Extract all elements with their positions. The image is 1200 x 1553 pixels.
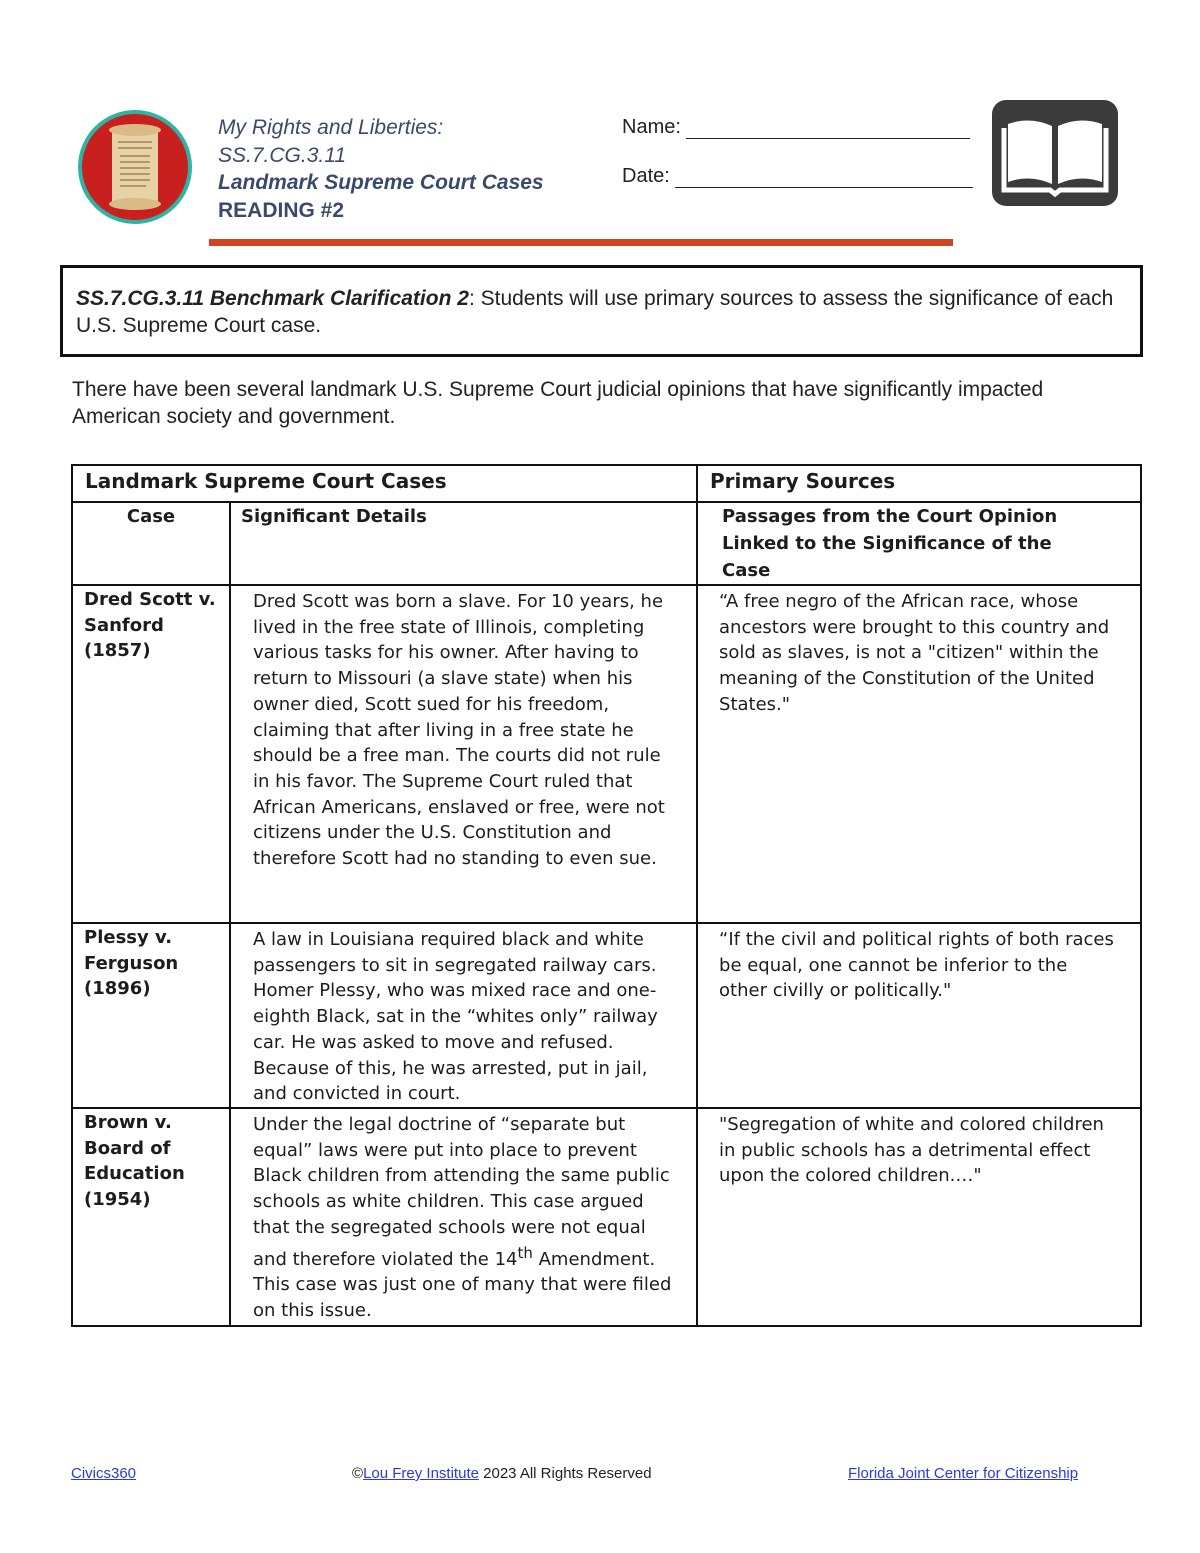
case-cell: [72, 923, 230, 1108]
case-name: Dred Scott v. Sanford: [84, 589, 216, 636]
lou-frey-link[interactable]: Lou Frey Institute: [363, 1465, 479, 1482]
col-case: Case: [72, 502, 230, 585]
details-text-1: Under the legal doctrine of “separate but equal” laws were put into place to prevent Black children from attending the same public schools as white children. This case argued that the segregated schools were not equal and therefore violated the 14: [253, 1114, 670, 1270]
scroll-logo-icon: [76, 108, 194, 226]
header-primary-sources: Primary Sources: [697, 465, 1141, 502]
intro-paragraph: There have been several landmark U.S. Supreme Court judicial opinions that have significantly impacted American society and government.: [72, 378, 1044, 428]
benchmark-label: SS.7.CG.3.11 Benchmark Clarification 2: [76, 287, 469, 310]
quote-cell: “A free negro of the African race, whose ancestors were brought to this country and sold as slaves, is not a "citizen" within the meaning of the Constitution of the United States.": [697, 585, 1141, 923]
case-year: (1857): [84, 640, 151, 661]
copyright-text: 2023 All Rights Reserved: [478, 1465, 652, 1482]
title-line-4: READING #2: [218, 198, 345, 222]
case-name: Plessy v. Ferguson: [84, 927, 179, 974]
title-line-1: My Rights and Liberties:: [218, 116, 444, 139]
table-row: [72, 1108, 1141, 1326]
benchmark-text: : Students will use primary sources to assess the significance of each U.S. Supreme Court case.: [76, 287, 1114, 337]
header-cases: Landmark Supreme Court Cases: [72, 465, 697, 502]
footer-center: [352, 1465, 652, 1482]
table-row: [72, 585, 1141, 923]
quote-cell: “If the civil and political rights of both races be equal, one cannot be inferior to the other civilly or politically.": [697, 923, 1141, 1108]
footer-left: [71, 1465, 136, 1482]
date-line[interactable]: [675, 167, 973, 188]
case-cell: [72, 1108, 230, 1326]
name-label: Name:: [622, 116, 681, 138]
details-cell: [230, 1108, 697, 1326]
accent-divider: [209, 239, 953, 246]
cases-table: [71, 464, 1142, 1327]
details-cell: A law in Louisiana required black and white passengers to sit in segregated railway cars. Homer Plessy, who was mixed race and one-eighth Black, sat in the “whites only” railway car. He was asked to move and refused. Because of this, he was arrested, put in jail, and convicted in court.: [230, 923, 697, 1108]
case-year: (1896): [84, 978, 151, 999]
open-book-icon: [990, 98, 1120, 208]
title-block: [218, 114, 544, 224]
details-text-2: Amendment. This case was just one of many that were filed on this issue.: [253, 1248, 672, 1321]
table-row: [72, 923, 1141, 1108]
details-cell: Dred Scott was born a slave. For 10 years, he lived in the free state of Illinois, completing various tasks for his owner. After having to return to Missouri (a slave state) when his owner died, Scott sued for his freedom, claiming that after living in a free state he should be a free man. The courts did not rule in his favor. The Supreme Court ruled that African Americans, enslaved or free, were not citizens under the U.S. Constitution and therefore Scott had no standing to even sue.: [230, 585, 697, 923]
case-name: Brown v. Board of Education: [84, 1112, 185, 1184]
date-field[interactable]: [622, 165, 973, 188]
title-line-2: SS.7.CG.3.11: [218, 143, 347, 167]
table-header-row: [72, 465, 1141, 502]
case-year: (1954): [84, 1188, 151, 1210]
date-label: Date:: [622, 165, 670, 187]
fjcc-link[interactable]: Florida Joint Center for Citizenship: [848, 1465, 1079, 1482]
footer-right: [848, 1465, 1078, 1482]
benchmark-box: [60, 265, 1143, 357]
quote-cell: "Segregation of white and colored children in public schools has a detrimental effect upon the colored children.…": [697, 1108, 1141, 1326]
title-line-3: Landmark Supreme Court Cases: [218, 171, 544, 194]
table-subheader-row: [72, 502, 1141, 585]
details-superscript: th: [517, 1243, 533, 1262]
col-passages: Passages from the Court Opinion Linked to the Significance of the Case: [697, 502, 1141, 585]
name-line[interactable]: [686, 118, 970, 139]
col-details: Significant Details: [230, 502, 697, 585]
civics360-link[interactable]: Civics360: [71, 1465, 137, 1482]
name-field[interactable]: [622, 116, 970, 139]
copyright-symbol: ©: [352, 1465, 364, 1482]
case-cell: [72, 585, 230, 923]
